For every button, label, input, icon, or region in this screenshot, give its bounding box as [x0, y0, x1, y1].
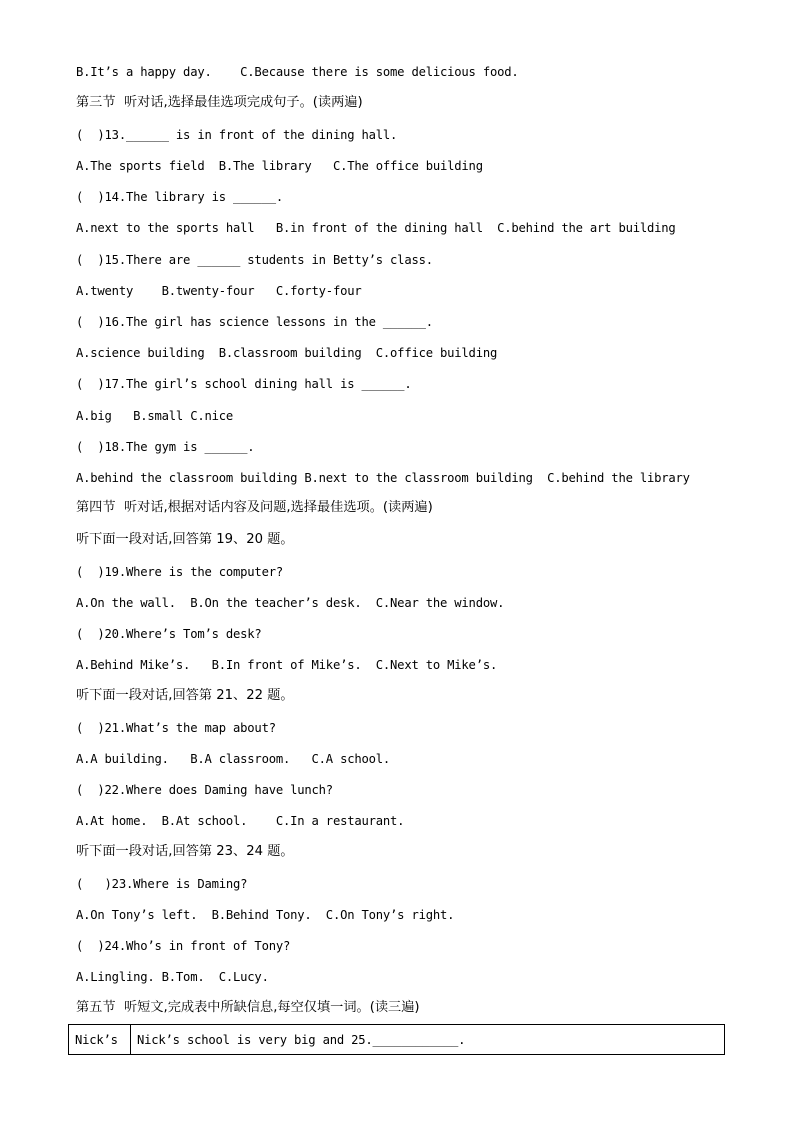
options-14: A.next to the sports hall B.in front of the dining hall C.behind the art building	[76, 221, 676, 235]
question-15: ( )15.There are ______ students in Betty’s class.	[76, 253, 433, 267]
question-14: ( )14.The library is ______.	[76, 190, 283, 204]
options-18: A.behind the classroom building B.next to the classroom building C.behind the library	[76, 471, 690, 485]
options-24: A.Lingling. B.Tom. C.Lucy.	[76, 970, 269, 984]
options-19: A.On the wall. B.On the teacher’s desk. C.Near the window.	[76, 596, 505, 610]
option-line-12: B.It’s a happy day. C.Because there is some delicious food.	[76, 65, 519, 79]
section-3-heading: 第三节 听对话,选择最佳选项完成句子。(读两遍)	[76, 95, 363, 110]
info-table-label-cell	[69, 1025, 131, 1054]
options-22: A.At home. B.At school. C.In a restaurant.	[76, 814, 405, 828]
options-21: A.A building. B.A classroom. C.A school.	[76, 752, 391, 766]
instruction-23-24: 听下面一段对话,回答第 23、24 题。	[76, 844, 294, 859]
section-5-heading: 第五节 听短文,完成表中所缺信息,每空仅填一词。(读三遍)	[76, 1000, 420, 1015]
options-17: A.big B.small C.nice	[76, 409, 234, 423]
question-20: ( )20.Where’s Tom’s desk?	[76, 627, 262, 641]
question-23: ( )23.Where is Daming?	[76, 877, 248, 891]
question-17: ( )17.The girl’s school dining hall is ______.	[76, 377, 412, 391]
question-21: ( )21.What’s the map about?	[76, 721, 276, 735]
options-23: A.On Tony’s left. B.Behind Tony. C.On Tony’s right.	[76, 908, 455, 922]
info-table-content-cell	[131, 1025, 724, 1054]
options-16: A.science building B.classroom building C.office building	[76, 346, 498, 360]
question-19: ( )19.Where is the computer?	[76, 565, 283, 579]
info-table-text: Nick’s school is very big and 25.____________.	[137, 1033, 466, 1047]
options-13: A.The sports field B.The library C.The office building	[76, 159, 483, 173]
question-16: ( )16.The girl has science lessons in the ______.	[76, 315, 433, 329]
section-4-heading: 第四节 听对话,根据对话内容及问题,选择最佳选项。(读两遍)	[76, 500, 433, 515]
question-24: ( )24.Who’s in front of Tony?	[76, 939, 291, 953]
instruction-21-22: 听下面一段对话,回答第 21、22 题。	[76, 688, 294, 703]
options-15: A.twenty B.twenty-four C.forty-four	[76, 284, 362, 298]
options-20: A.Behind Mike’s. B.In front of Mike’s. C.Next to Mike’s.	[76, 658, 498, 672]
info-table-label: Nick’s	[75, 1033, 118, 1047]
question-13: ( )13.______ is in front of the dining hall.	[76, 128, 398, 142]
question-22: ( )22.Where does Daming have lunch?	[76, 783, 333, 797]
instruction-19-20: 听下面一段对话,回答第 19、20 题。	[76, 532, 294, 547]
info-table	[68, 1024, 725, 1055]
question-18: ( )18.The gym is ______.	[76, 440, 255, 454]
